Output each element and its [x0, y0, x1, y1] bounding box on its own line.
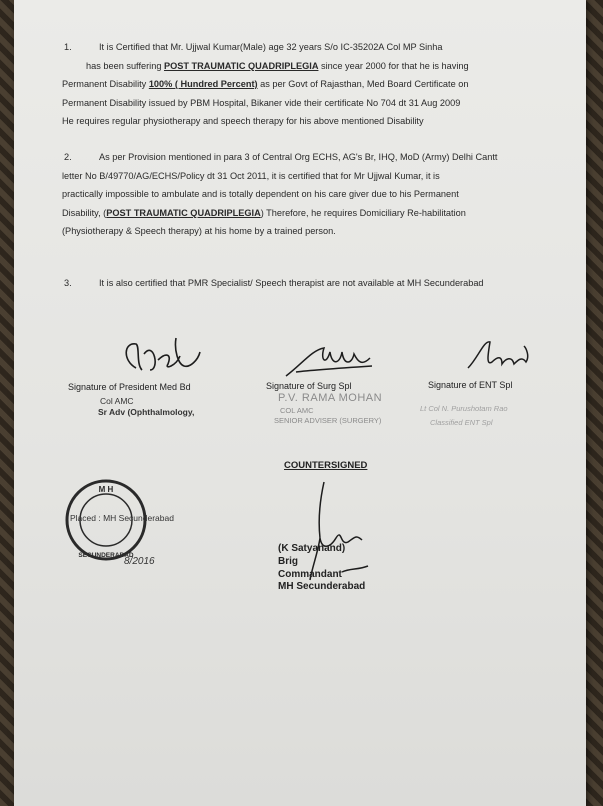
- president-rank: Col AMC: [100, 396, 134, 406]
- ent-stamp-line-1: Lt Col N. Purushotam Rao: [420, 404, 508, 413]
- president-signature-label: Signature of President Med Bd: [68, 382, 191, 392]
- paragraph-number: 3.: [64, 278, 72, 288]
- paragraph-number: 1.: [64, 42, 72, 52]
- paragraph-line: has been suffering POST TRAUMATIC QUADRIPLEGIA since year 2000 for that he is having: [86, 60, 469, 71]
- ent-signature-label: Signature of ENT Spl: [428, 380, 513, 390]
- seal-top-text: M H: [98, 485, 114, 494]
- paragraph-3: [64, 274, 574, 293]
- document-page: [14, 0, 586, 806]
- commandant-rank: Brig: [278, 556, 298, 567]
- disability-percent: 100% ( Hundred Percent): [148, 79, 258, 89]
- surg-handwritten-signature: [282, 340, 377, 380]
- paragraph-number: 2.: [64, 152, 72, 162]
- paragraph-line: It is Certified that Mr. Ujjwal Kumar(Male) age 32 years S/o IC-35202A Col MP Sinha: [99, 42, 443, 52]
- paragraph-1: [64, 38, 574, 131]
- paragraph-line: Permanent Disability issued by PBM Hospital, Bikaner vide their certificate No 704 dt 31 Aug 2009: [62, 97, 461, 108]
- paragraph-2: [64, 148, 574, 241]
- paragraph-line: It is also certified that PMR Specialist/ Speech therapist are not available at MH Secunderabad: [99, 278, 484, 288]
- surg-dept-stamp: SENIOR ADVISER (SURGERY): [274, 416, 382, 425]
- commandant-name: (K Satyanand): [278, 543, 346, 554]
- surg-name-stamp: P.V. RAMA MOHAN: [278, 392, 383, 404]
- paragraph-line: Disability, (POST TRAUMATIC QUADRIPLEGIA) Therefore, he requires Domiciliary Re-habilitation: [62, 207, 466, 218]
- paragraph-line: practically impossible to ambulate and is totally dependent on his care giver due to his Permanent: [62, 189, 459, 199]
- president-department: Sr Adv (Ophthalmology,: [98, 407, 195, 417]
- ent-stamp-line-2: Classified ENT Spl: [430, 418, 493, 427]
- paragraph-line: (Physiotherapy & Speech therapy) at his home by a trained person.: [62, 226, 336, 236]
- paragraph-line: letter No B/49770/AG/ECHS/Policy dt 31 Oct 2011, it is certified that for Mr Ujjwal Kumar, it is: [62, 170, 440, 181]
- commandant-title: Commandant: [278, 569, 342, 580]
- handwritten-date: 8/2016: [124, 556, 155, 567]
- commandant-unit: MH Secunderabad: [278, 581, 366, 592]
- president-handwritten-signature: [114, 330, 204, 380]
- paragraph-line: Permanent Disability 100% ( Hundred Percent) as per Govt of Rajasthan, Med Board Certificate on: [62, 79, 469, 89]
- paragraph-line: He requires regular physiotherapy and speech therapy for his above mentioned Disability: [62, 116, 424, 126]
- seal-bottom-text: SECUNDERABAD: [78, 552, 134, 559]
- placed-text: Placed : MH Secunderabad: [70, 513, 174, 523]
- diagnosis-text: POST TRAUMATIC QUADRIPLEGIA: [163, 60, 319, 71]
- ent-handwritten-signature: [464, 336, 534, 376]
- surg-signature-label: Signature of Surg Spl: [266, 381, 352, 391]
- countersigned-heading: COUNTERSIGNED: [284, 460, 368, 471]
- surg-rank-stamp: COL AMC: [280, 406, 314, 415]
- diagnosis-text: POST TRAUMATIC QUADRIPLEGIA: [106, 207, 261, 218]
- paragraph-line: As per Provision mentioned in para 3 of Central Org ECHS, AG's Br, IHQ, MoD (Army) Delhi Cantt: [99, 152, 498, 162]
